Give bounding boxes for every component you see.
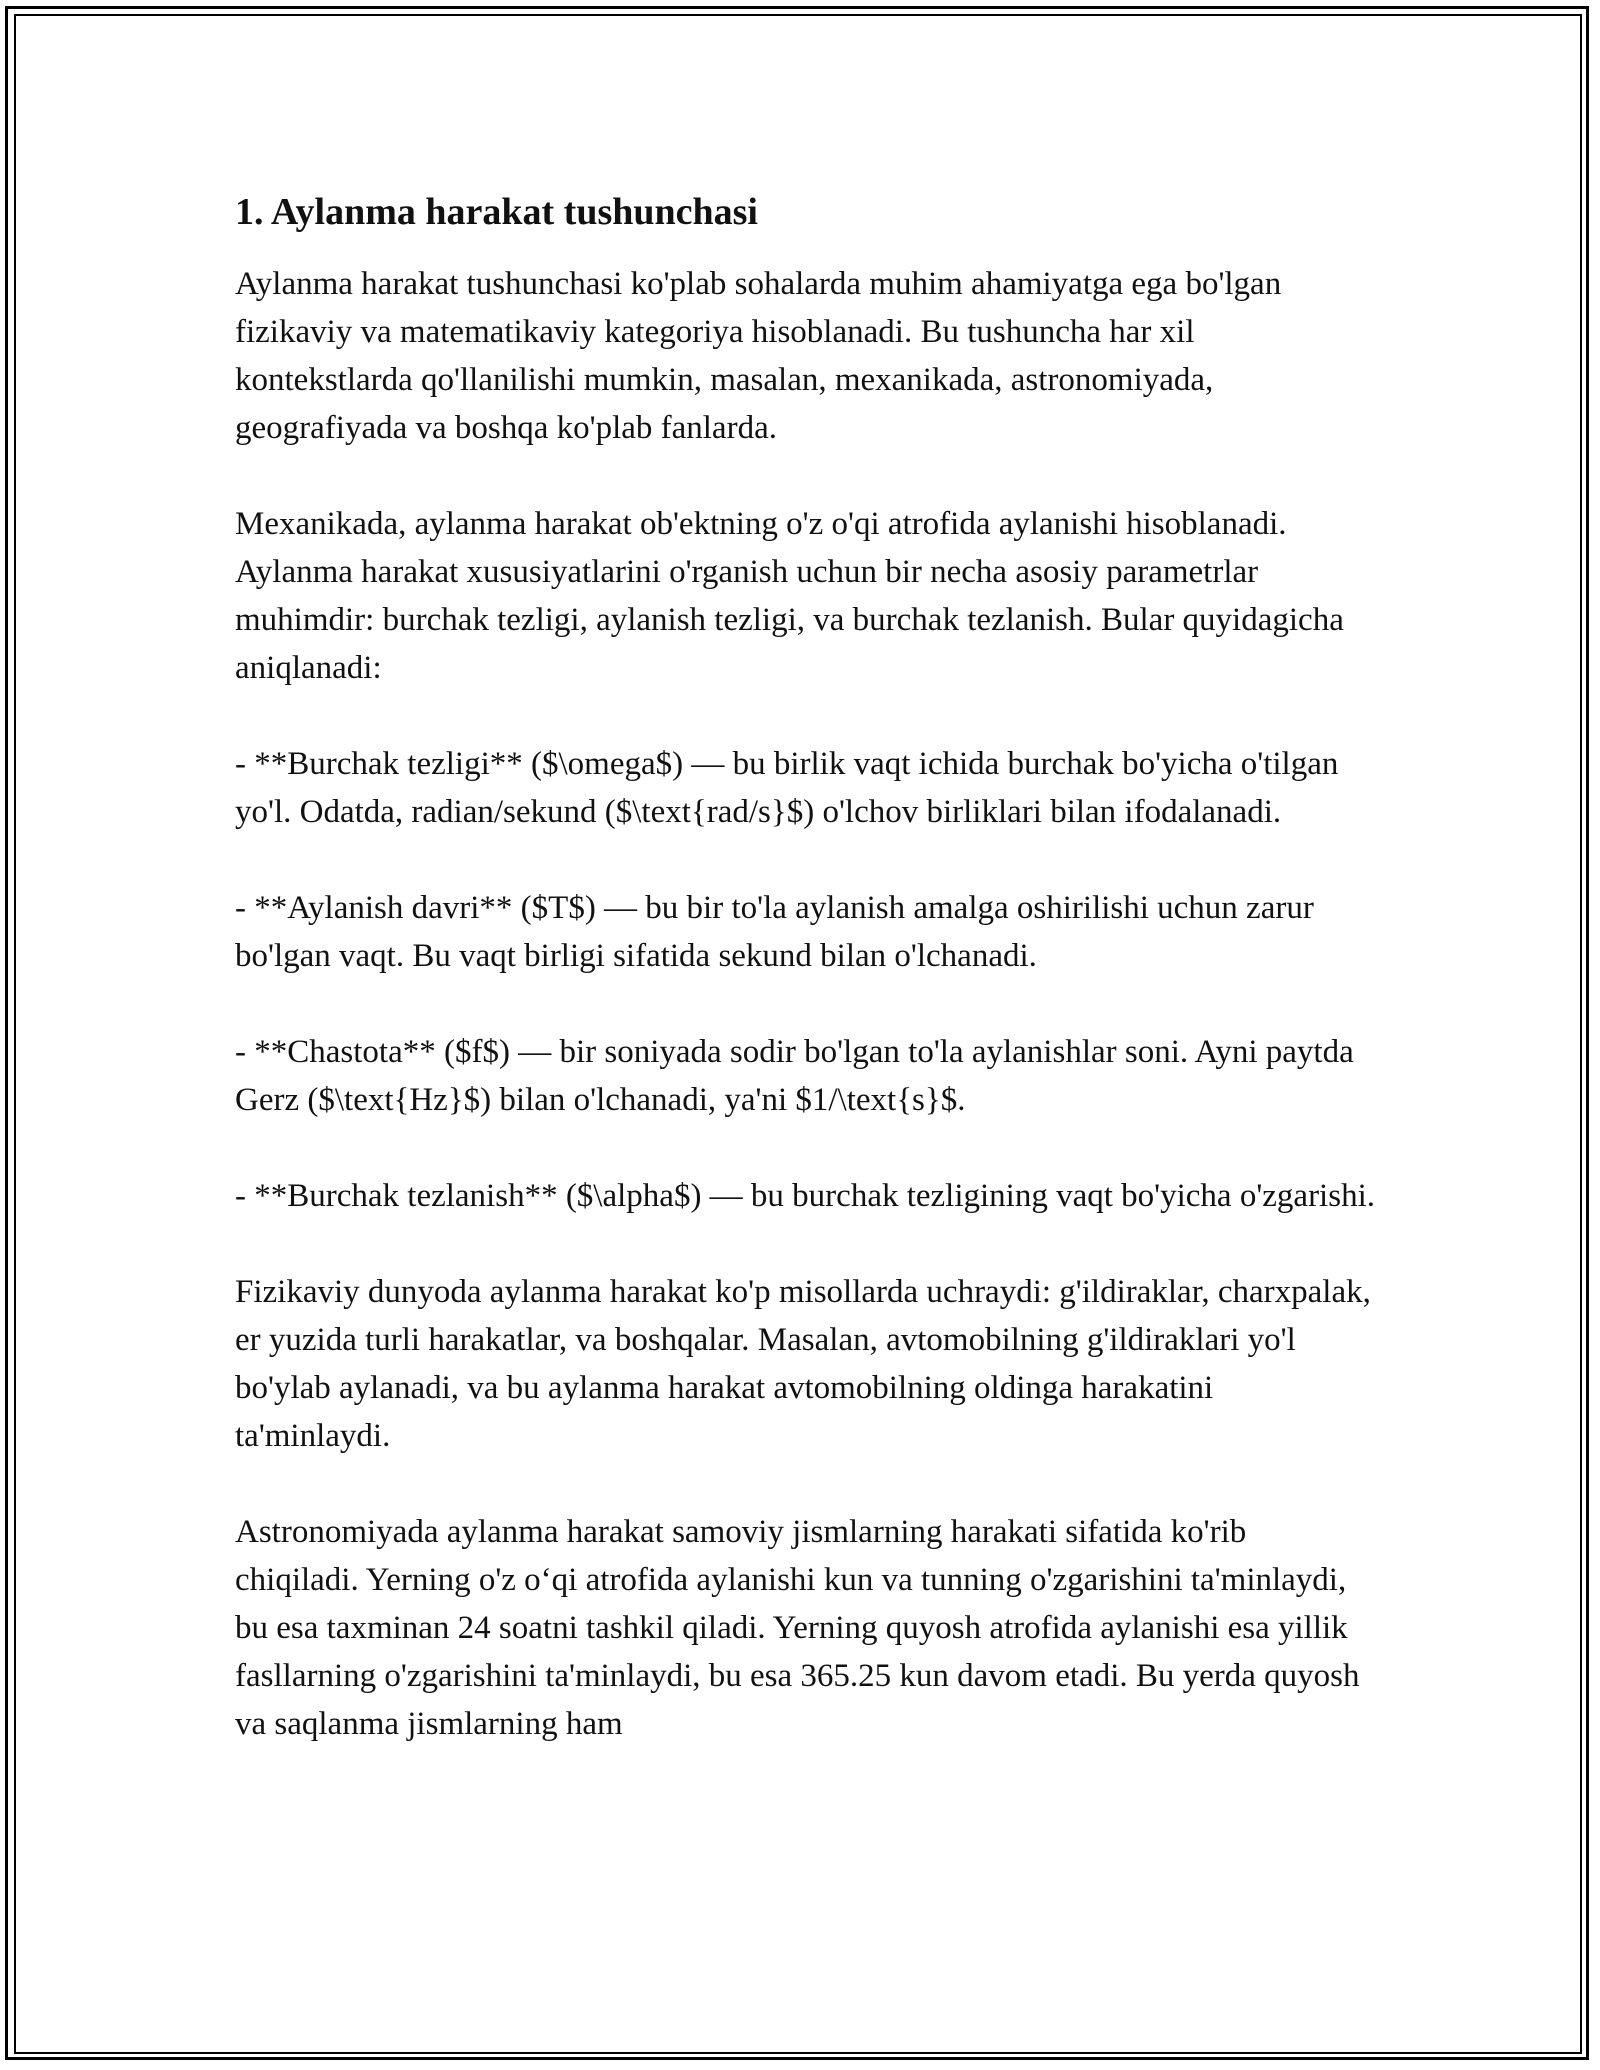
section-heading: 1. Aylanma harakat tushunchasi <box>235 191 758 233</box>
document-body <box>235 186 1375 1796</box>
paragraph-physical-examples: Fizikaviy dunyoda aylanma harakat ko'p misollarda uchraydi: g'ildiraklar, charxpalak, er yuzida turli harakatlar, va boshqalar. Masalan, avtomobilning g'ildiraklari yo'l bo'ylab aylanadi, va bu aylanma harakat avtomobilning oldinga harakatini ta'minlaydi. <box>235 1274 1371 1454</box>
list-item-angular-acceleration: - **Burchak tezlanish** ($\alpha$) — bu burchak tezligining vaqt bo'yicha o'zgarishi. <box>235 1178 1375 1214</box>
list-item-rotation-period: - **Aylanish davri** ($T$) — bu bir to'la aylanish amalga oshirilishi uchun zarur bo'lgan vaqt. Bu vaqt birligi sifatida sekund bilan o'lchanadi. <box>235 890 1314 974</box>
paragraph-intro: Aylanma harakat tushunchasi ko'plab sohalarda muhim ahamiyatga ega bo'lgan fizikaviy va matematikaviy kategoriya hisoblanadi. Bu tushuncha har xil kontekstlarda qo'llanilishi mumkin, masalan, mexanikada, astronomiyada, geografiyada va boshqa ko'plab fanlarda. <box>235 266 1282 446</box>
list-item-angular-velocity: - **Burchak tezligi** ($\omega$) — bu birlik vaqt ichida burchak bo'yicha o'tilgan yo'l. Odatda, radian/sekund ($\text{rad/s}$) o'lchov birliklari bilan ifodalanadi. <box>235 746 1339 830</box>
paragraph-mechanics: Mexanikada, aylanma harakat ob'ektning o'z o'qi atrofida aylanishi hisoblanadi. Aylanma harakat xususiyatlarini o'rganish uchun bir necha asosiy parametrlar muhimdir: burchak tezligi, aylanish tezligi, va burchak tezlanish. Bular quyidagicha aniqlanadi: <box>235 506 1344 686</box>
list-item-frequency: - **Chastota** ($f$) — bir soniyada sodir bo'lgan to'la aylanishlar soni. Ayni paytda Gerz ($\text{Hz}$) bilan o'lchanadi, ya'ni $1/\text{s}$. <box>235 1034 1354 1118</box>
paragraph-astronomy: Astronomiyada aylanma harakat samoviy jismlarning harakati sifatida ko'rib chiqiladi. Yerning o'z o‘qi atrofida aylanishi kun va tunning o'zgarishini ta'minlaydi, bu esa taxminan 24 soatni tashkil qiladi. Yerning quyosh atrofida aylanishi esa yillik fasllarning o'zgarishini ta'minlaydi, bu esa 365.25 kun davom etadi. Bu yerda quyosh va saqlanma jismlarning ham <box>235 1514 1360 1742</box>
